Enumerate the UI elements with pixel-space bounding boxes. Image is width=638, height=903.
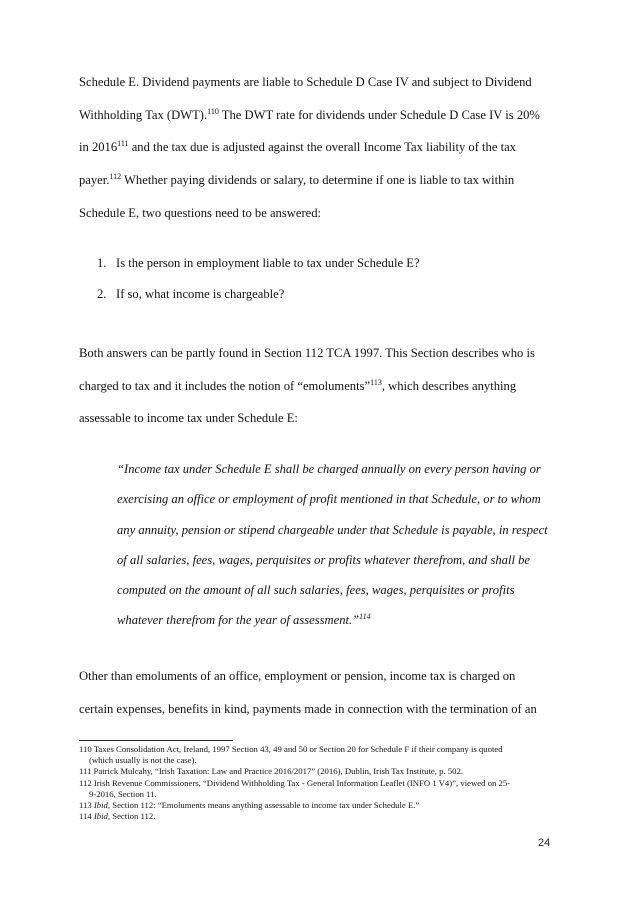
quote-line: any annuity, pension or stipend chargeable under that Schedule is payable, in respect — [117, 522, 548, 537]
quote-line: exercising an office or employment of profit mentioned in that Schedule, or to whom — [117, 492, 541, 507]
list-item-question-1 — [97, 255, 420, 271]
footnote-separator — [79, 740, 233, 741]
text-line: Schedule E, two questions need to be answered: — [79, 205, 322, 220]
footnote-ref-114[interactable]: 114 — [359, 612, 371, 622]
text-line: Schedule E. Dividend payments are liable to Schedule D Case IV and subject to Dividend — [79, 75, 532, 89]
footnote-112: 112 Irish Revenue Commissioners, “Dividend Withholding Tax - General Information Leaflet (INFO 1 V4)”, viewed on 25- — [79, 777, 511, 788]
footnote-114: 114 Ibid, Section 112. — [79, 811, 156, 822]
paragraph-dividend-payments — [79, 66, 559, 229]
footnote-111: 111 Patrick Mulcahy, “Irish Taxation: Law and Practice 2016/2017” (2016), Dublin, Irish Tax Institute, p. 502. — [79, 766, 464, 777]
text-line: Withholding Tax (DWT).$^{110}$ The DWT rate for dividends under Schedule D Case IV is 20% — [79, 106, 540, 122]
text-line: Both answers can be partly found in Section 112 TCA 1997. This Section describes who is — [79, 346, 535, 360]
list-item-question-2 — [97, 286, 284, 302]
footnotes — [79, 744, 549, 822]
footnote-110-continued: (which usually is not the case). — [89, 755, 197, 766]
quote-line: computed on the amount of all such salaries, fees, wages, perquisites or profits — [117, 583, 515, 598]
list-number: 1. — [97, 256, 107, 270]
text-line: assessable to income tax under Schedule E: — [79, 411, 298, 426]
text-line: certain expenses, benefits in kind, payments made in connection with the termination of an — [79, 701, 537, 716]
list-number: 2. — [97, 287, 107, 301]
quote-line: “Income tax under Schedule E shall be charged annually on every person having or — [117, 462, 541, 476]
footnote-112-continued: 9-2016, Section 11. — [89, 788, 157, 799]
paragraph-other-emoluments — [79, 660, 559, 725]
page-number: 24 — [538, 837, 551, 849]
block-quote — [117, 454, 557, 636]
footnote-ref-111[interactable]: 111 — [117, 139, 129, 149]
text-line: payer.$^{112}$ Whether paying dividends or salary, to determine if one is liable to tax within — [79, 172, 515, 188]
list-text: If so, what income is chargeable? — [116, 287, 285, 301]
paragraph-section-112 — [79, 337, 559, 435]
quote-line: of all salaries, fees, wages, perquisites or profits whatever therefrom, and shall be — [117, 552, 531, 567]
footnote-ref-113[interactable]: 113 — [370, 377, 382, 387]
quote-line: whatever therefrom for the year of assessment.”$^{114}$ — [117, 612, 371, 628]
footnote-110: 110 Taxes Consolidation Act, Ireland, 1997 Section 43, 49 and 50 or Section 20 for Schedule F if their company is quoted — [79, 744, 503, 754]
text-line: charged to tax and it includes the notion of “emoluments”$^{113}$, which describes anything — [79, 377, 517, 393]
footnote-ref-110[interactable]: 110 — [207, 106, 219, 116]
text-line: in 2016$^{111}$ and the tax due is adjusted against the overall Income Tax liability of the tax — [79, 139, 516, 155]
footnote-113: 113 Ibid, Section 112: “Emoluments means anything assessable to income tax under Schedule E.” — [79, 800, 420, 811]
list-text: Is the person in employment liable to tax under Schedule E? — [116, 256, 420, 270]
text-line: Other than emoluments of an office, employment or pension, income tax is charged on — [79, 669, 516, 683]
footnote-ref-112[interactable]: 112 — [109, 172, 122, 182]
